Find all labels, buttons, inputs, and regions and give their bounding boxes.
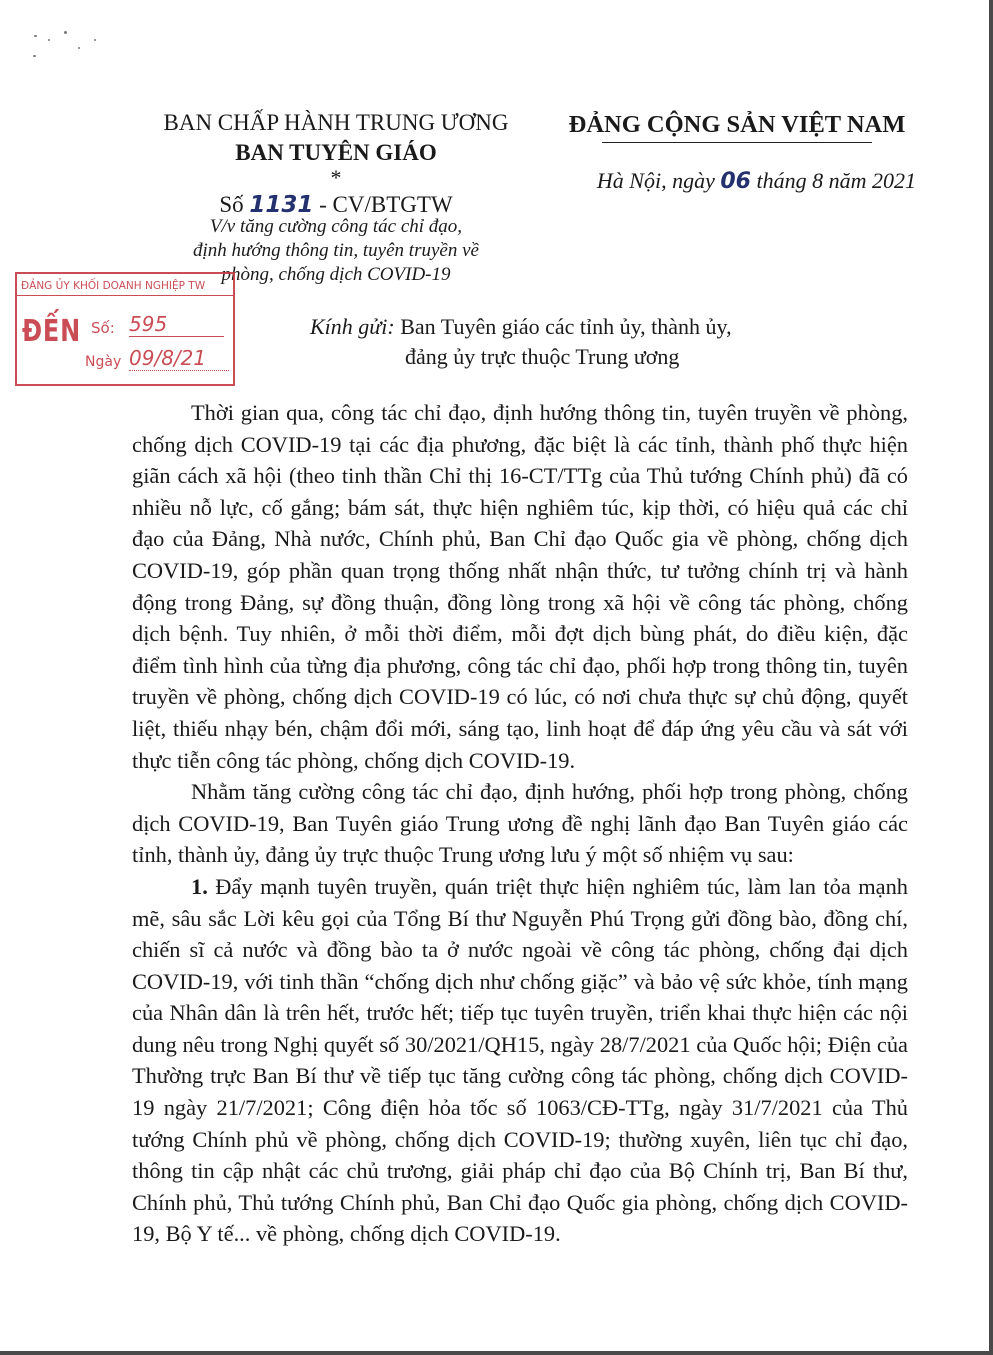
issuer-parent: BAN CHẤP HÀNH TRUNG ƯƠNG bbox=[163, 110, 509, 135]
scan-edge bbox=[989, 0, 993, 1355]
document-number: Số 1131 - CV/BTGTW bbox=[219, 192, 453, 218]
issuer-name: BAN TUYÊN GIÁO bbox=[235, 140, 437, 165]
stamp-org: ĐẢNG ỦY KHỐI DOANH NGHIỆP TW bbox=[17, 276, 233, 296]
received-stamp bbox=[15, 272, 235, 386]
separator-star: * bbox=[330, 165, 342, 190]
recipient bbox=[310, 312, 910, 372]
recipient-line: Ban Tuyên giáo các tỉnh ủy, thành ủy, bbox=[400, 314, 732, 339]
paragraph-number: 1. bbox=[191, 873, 208, 899]
scan-edge bbox=[0, 1351, 993, 1355]
subject-line: phòng, chống dịch COVID-19 bbox=[221, 264, 451, 285]
recipient-line: đảng ủy trực thuộc Trung ương bbox=[405, 344, 680, 369]
recipient-label: Kính gửi: bbox=[310, 314, 395, 339]
stamp-date-value: 09/8/21 bbox=[129, 346, 229, 371]
stamp-number-value: 595 bbox=[129, 312, 224, 337]
party-block bbox=[558, 110, 916, 143]
date-line: Hà Nội, ngày 06 tháng 8 năm 2021 bbox=[596, 168, 916, 194]
issuer-block bbox=[150, 108, 522, 220]
stamp-date-label: Ngày bbox=[85, 354, 122, 370]
document-number-handwritten: 1131 bbox=[249, 192, 314, 218]
subject-line: định hướng thông tin, tuyên truyền về bbox=[193, 240, 479, 261]
paragraph: Thời gian qua, công tác chỉ đạo, định hướng thông tin, tuyên truyền về phòng, chống dịch COVID-19 tại các địa phương, đặc biệt là các tỉnh, thành phố thực hiện giãn cách xã hội (theo tinh thần Chỉ thị 16-CT/TTg của Thủ tướng Chính phủ) đã có nhiều nỗ lực, cố gắng; bám sát, thực hiện nghiêm túc, kịp thời, có hiệu quả các chỉ đạo của Đảng, Nhà nước, Chính phủ, Ban Chỉ đạo Quốc gia về phòng, chống dịch COVID-19, góp phần quan trọng thống nhất nhận thức, tư tưởng chính trị và hành động trong Đảng, sự đồng thuận, đồng lòng trong xã hội về công tác phòng, chống dịch bệnh. Tuy nhiên, ở mỗi thời điểm, mỗi đợt dịch bùng phát, do điều kiện, đặc điểm tình hình của từng địa phương, công tác chỉ đạo, phối hợp trong thông tin, tuyên truyền về phòng, chống dịch COVID-19 có lúc, có nơi chưa thực sự chủ động, quyết liệt, thiếu nhạy bén, chậm đổi mới, sáng tạo, linh hoạt để đáp ứng yêu cầu và sát với thực tiễn công tác phòng, chống dịch COVID-19. bbox=[132, 400, 908, 773]
stamp-received-label: ĐẾN bbox=[22, 314, 81, 349]
paragraph: Nhằm tăng cường công tác chỉ đạo, định hướng, phối hợp trong phòng, chống dịch COVID-19, Ban Tuyên giáo Trung ương đề nghị lãnh đạo Ban Tuyên giáo các tỉnh, thành ủy, đảng ủy trực thuộc Trung ương lưu ý một số nhiệm vụ sau: bbox=[132, 779, 908, 868]
body-text bbox=[132, 397, 908, 1250]
paragraph-text: Đẩy mạnh tuyên truyền, quán triệt thực hiện nghiêm túc, làm lan tỏa mạnh mẽ, sâu sắc Lời kêu gọi của Tổng Bí thư Nguyễn Phú Trọng gửi đồng bào, đồng chí, chiến sĩ cả nước và đồng bào ta ở nước ngoài về công tác phòng, chống đại dịch COVID-19, với tinh thần “chống dịch như chống giặc” và bảo vệ sức khỏe, tính mạng của Nhân dân là trên hết, trước hết; tiếp tục tuyên truyền, triển khai thực hiện các nội dung nêu trong Nghị quyết số 30/2021/QH15, ngày 28/7/2021 của Quốc hội; Điện của Thường trực Ban Bí thư về tiếp tục tăng cường công tác phòng, chống dịch COVID-19 ngày 21/7/2021; Công điện hỏa tốc số 1063/CĐ-TTg, ngày 31/7/2021 của Thủ tướng Chính phủ về phòng, chống dịch COVID-19; thường xuyên, liên tục chỉ đạo, thông tin cập nhật các chủ trương, giải pháp chỉ đạo của Bộ Chính trị, Ban Bí thư, Chính phủ, Thủ tướng Chính phủ, Ban Chỉ đạo Quốc gia phòng, chống dịch COVID-19, Bộ Y tế... về phòng, chống dịch COVID-19. bbox=[132, 873, 908, 1247]
party-underline bbox=[602, 142, 872, 143]
paragraph-numbered bbox=[132, 871, 908, 1250]
scan-specks bbox=[28, 25, 118, 75]
party-name: ĐẢNG CỘNG SẢN VIỆT NAM bbox=[568, 111, 906, 138]
subject-line: V/v tăng cường công tác chỉ đạo, bbox=[209, 216, 463, 237]
date-day-handwritten: 06 bbox=[720, 169, 751, 194]
stamp-number-label: Số: bbox=[91, 319, 115, 337]
